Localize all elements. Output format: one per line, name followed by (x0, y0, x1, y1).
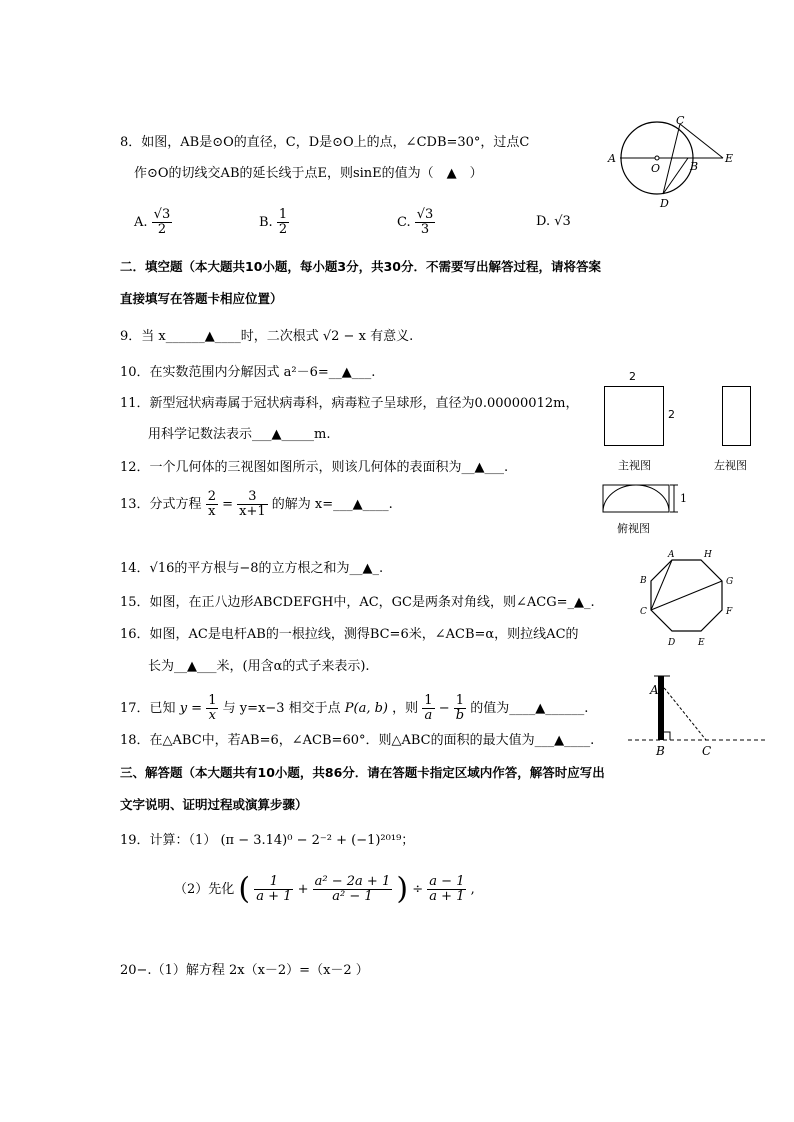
q11-line2: 用科学记数法表示___▲_____m. (148, 427, 331, 442)
q13-frac2-num: 3 (237, 490, 268, 505)
q19-frac2-den: a² − 1 (332, 889, 373, 904)
option-a-num: √3 (153, 207, 171, 222)
q17-fb-num: 1 (454, 694, 466, 709)
oct-e: E (698, 638, 705, 648)
q11-line1: 11．新型冠状病毒属于冠状病毒科，病毒粒子呈球形，直径为0.00000012m， (120, 396, 579, 411)
top-view-caption: 俯视图 (617, 522, 650, 535)
left-view-rect (722, 386, 751, 446)
q13-pre: 13．分式方程 (120, 497, 202, 512)
pole-b: B (656, 744, 665, 758)
label-o: O (651, 162, 661, 175)
option-b-den: 2 (278, 222, 288, 237)
oct-d: D (668, 638, 676, 648)
q16-line2: 长为__▲___米，(用含α的式子来表示). (148, 659, 370, 674)
q17-post: 的值为____▲______. (470, 701, 589, 716)
section2-heading-line2: 直接填写在答题卡相应位置） (120, 291, 283, 306)
oct-f: F (726, 607, 733, 617)
front-view-caption: 主视图 (618, 459, 651, 472)
q8-line1: 8．如图，AB是⊙O的直径，C，D是⊙O上的点，∠CDB=30°，过点C (120, 135, 530, 150)
q9-post: 有意义. (370, 329, 414, 344)
option-b-label: B. (259, 215, 273, 230)
label-a: A (608, 152, 616, 165)
q17-fx-num: 1 (208, 693, 217, 708)
q13-frac2 (237, 490, 268, 519)
top-view-height: 1 (680, 492, 687, 505)
q19-part1-label: 19．计算：（1） (120, 833, 217, 848)
q17-mid: 与 y=x−3 相交于点 (222, 701, 341, 716)
pole-c: C (702, 744, 712, 758)
q19-tail: , (470, 882, 475, 897)
q8-option-d (536, 213, 571, 231)
section3-heading-line1: 三、解答题（本大题共有10小题，共86分．请在答题卡指定区域内作答，解答时应写出 (120, 765, 605, 780)
q19-frac3-num: a − 1 (429, 874, 465, 889)
front-view-height: 2 (668, 408, 675, 421)
octagon-figure (630, 548, 740, 652)
option-a-den: 2 (157, 222, 167, 237)
option-c-fraction (415, 208, 436, 237)
q17-minus: − (438, 701, 450, 716)
q9-pre: 9．当 x______▲____时，二次根式 (120, 329, 319, 344)
q19-frac1 (254, 875, 293, 904)
q10: 10．在实数范围内分解因式 a²－6=__▲___. (120, 365, 376, 380)
oct-a: A (668, 550, 675, 560)
front-view-width: 2 (629, 370, 636, 383)
q9-radical: √2 − x (322, 329, 366, 344)
q19-part2 (174, 868, 475, 912)
q13-post: 的解为 x=___▲____. (271, 497, 393, 512)
option-b-num: 1 (278, 207, 288, 222)
q17-fa-den: a (424, 708, 433, 723)
q19-part2-label: （2）先化 (174, 882, 235, 897)
q13-frac2-den: x+1 (239, 504, 266, 519)
oct-c: C (640, 607, 647, 617)
option-d-label: D. (536, 214, 551, 229)
q13 (120, 490, 393, 519)
q17 (120, 694, 588, 723)
q19-frac1-num: 1 (254, 875, 293, 890)
option-c-label: C. (397, 215, 411, 230)
q17-fx-den: x (208, 708, 217, 723)
q8-option-c (397, 208, 435, 237)
q12: 12．一个几何体的三视图如图所示，则该几何体的表面积为__▲___. (120, 460, 509, 475)
q13-frac1-num: 2 (207, 489, 216, 504)
label-b: B (690, 160, 699, 173)
label-c: C (676, 114, 685, 127)
left-view-caption: 左视图 (714, 459, 747, 472)
option-c-den: 3 (420, 222, 430, 237)
option-b-fraction (277, 208, 289, 237)
oct-b: B (640, 576, 647, 586)
q19-div: ÷ (412, 882, 424, 897)
q19-part1 (120, 832, 414, 850)
option-a-fraction (152, 208, 173, 237)
q17-frac-b (454, 694, 466, 723)
q18: 18．在△ABC中，若AB=6，∠ACB=60°．则△ABC的面积的最大值为___▲____. (120, 733, 595, 748)
q8-line2: 作⊙O的切线交AB的延长线于点E，则sinE的值为（ ▲ ） (134, 166, 483, 181)
q19-frac3-den: a + 1 (429, 889, 465, 904)
q14: 14．√16的平方根与−8的立方根之和为__▲_. (120, 561, 384, 576)
oct-g: G (726, 577, 734, 587)
pole-a: A (650, 683, 659, 697)
section3-heading-line2: 文字说明、证明过程或演算步骤） (120, 797, 308, 812)
q8-option-b (259, 208, 289, 237)
q19-frac2 (313, 875, 393, 904)
q13-frac1 (206, 490, 218, 519)
q17-fb-den: b (455, 708, 465, 723)
label-d: D (660, 197, 669, 210)
q17-frac-x (206, 694, 218, 723)
q17-y: y = (179, 701, 203, 716)
q19-frac1-den: a + 1 (256, 889, 292, 904)
q17-fa-num: 1 (424, 693, 433, 708)
q17-pre: 17．已知 (120, 701, 176, 716)
q19-part1-expr: (π − 3.14)⁰ − 2⁻² + (−1)²⁰¹⁹； (220, 833, 415, 848)
right-paren: ) (396, 871, 409, 907)
q9 (120, 328, 413, 346)
q8-option-a (134, 208, 172, 237)
q16-line1: 16．如图，AC是电杆AB的一根拉线，测得BC=6米，∠ACB=α，则拉线AC的 (120, 627, 579, 642)
circle-figure (600, 114, 740, 210)
option-c-num: √3 (416, 207, 434, 222)
front-view-square (604, 386, 664, 446)
q15: 15．如图，在正八边形ABCDEFGH中，AC，GC是两条对角线，则∠ACG=_▲_. (120, 595, 595, 610)
q19-frac2-num: a² − 2a + 1 (314, 874, 391, 889)
q17-mid2: ，则 (392, 701, 419, 716)
oct-h: H (704, 550, 712, 560)
option-a-label: A. (134, 215, 148, 230)
q13-frac1-den: x (208, 504, 216, 519)
q19-plus: + (297, 882, 309, 897)
q17-point: P(a, b) (344, 701, 388, 716)
q17-frac-a (422, 694, 434, 723)
label-e: E (725, 152, 734, 165)
top-view-figure (598, 478, 694, 520)
section2-heading-line1: 二．填空题（本大题共10小题，每小题3分，共30分．不需要写出解答过程，请将答案 (120, 259, 601, 274)
q13-eq: = (222, 497, 234, 512)
q19-frac3 (427, 875, 466, 904)
pole-figure (628, 670, 768, 760)
option-d-value: √3 (554, 214, 571, 229)
left-paren: ( (238, 871, 251, 907)
q20: 20−.（1）解方程 2x（x－2）=（x－2 ） (120, 963, 369, 978)
